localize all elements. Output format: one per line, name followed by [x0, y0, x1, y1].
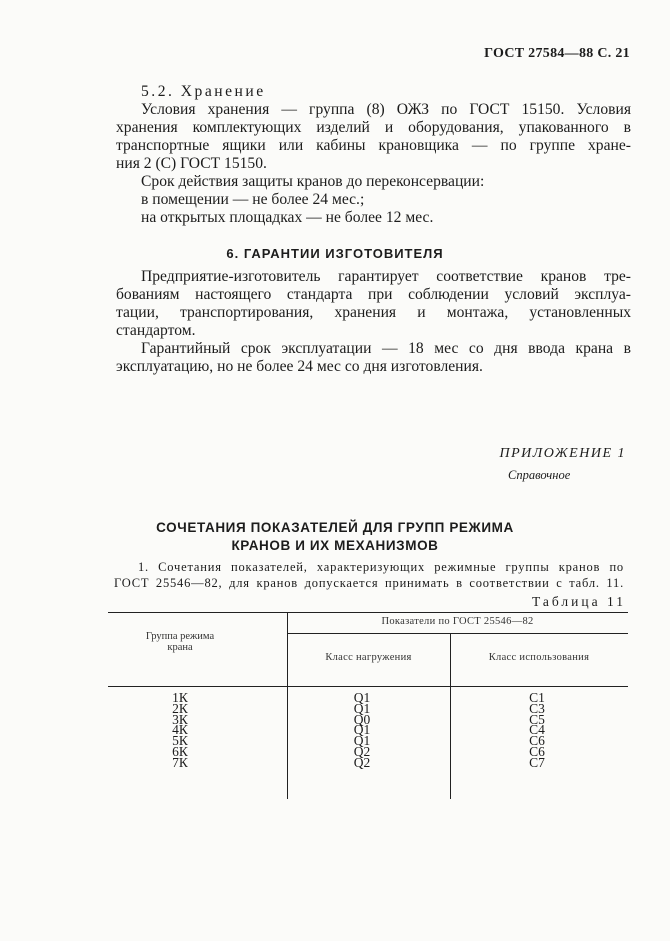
table-span-rule	[287, 633, 628, 634]
page-header: ГОСТ 27584—88 С. 21	[484, 46, 630, 61]
warranty-line-2: бованиям настоящего стандарта при соблюдении условий эксплуа-	[116, 286, 631, 303]
cell-load: Q2	[353, 743, 371, 759]
cell-group: 3К	[172, 711, 188, 727]
storage-heading: 5.2. Хранение	[141, 83, 266, 100]
cell-load: Q1	[353, 722, 371, 738]
cell-use: С7	[529, 754, 545, 770]
cell-group: 2К	[172, 700, 188, 716]
appendix-para-line-2: ГОСТ 25546—82, для кранов допускается принимать в соответствии с табл. 11.	[114, 576, 624, 590]
appendix-title-line-2: КРАНОВ И ИХ МЕХАНИЗМОВ	[231, 538, 439, 553]
table-divider-1	[287, 612, 288, 799]
cell-use: С1	[529, 690, 545, 705]
cell-use: С4	[529, 722, 545, 738]
column-use-class	[507, 690, 567, 770]
storage-line-4: ния 2 (С) ГОСТ 15150.	[116, 155, 267, 172]
header-load-class: Класс нагружения	[325, 652, 412, 663]
storage-line-3: транспортные ящики или кабины крановщика — по группе хране-	[116, 137, 631, 154]
column-load-class	[332, 690, 392, 770]
storage-line-2: хранения комплектующих изделий и оборудования, упакованного в	[116, 119, 631, 136]
section-6-title: 6. ГАРАНТИИ ИЗГОТОВИТЕЛЯ	[226, 246, 444, 261]
warranty-line-4: стандартом.	[116, 322, 196, 339]
storage-line-7: на открытых площадках — не более 12 мес.	[141, 209, 434, 226]
storage-line-5: Срок действия защиты кранов до переконсервации:	[141, 173, 485, 190]
cell-use: С5	[529, 711, 545, 727]
cell-group: 4К	[172, 722, 188, 738]
table-top-rule	[108, 612, 628, 613]
header-use-class: Класс использования	[488, 652, 590, 663]
cell-use: С6	[529, 743, 545, 759]
cell-group: 7К	[172, 754, 188, 770]
cell-load: Q2	[353, 754, 371, 770]
column-crane-group	[150, 690, 210, 770]
warranty-line-6: эксплуатацию, но не более 24 мес со дня изготовления.	[116, 358, 483, 375]
warranty-line-3: тации, транспортирования, хранения и монтажа, установленных	[116, 304, 631, 321]
cell-group: 5К	[172, 733, 188, 749]
cell-load: Q0	[353, 711, 371, 727]
cell-group: 1К	[172, 690, 188, 705]
appendix-label: ПРИЛОЖЕНИЕ 1	[499, 446, 626, 461]
storage-line-6: в помещении — не более 24 мес.;	[141, 191, 365, 208]
warranty-line-1: Предприятие-изготовитель гарантирует соответствие кранов тре-	[141, 268, 631, 285]
storage-line-1: Условия хранения — группа (8) ОЖЗ по ГОСТ 15150. Условия	[141, 101, 631, 118]
appendix-title-line-1: СОЧЕТАНИЯ ПОКАЗАТЕЛЕЙ ДЛЯ ГРУПП РЕЖИМА	[156, 520, 514, 535]
cell-load: Q1	[353, 700, 371, 716]
appendix-para-line-1: 1. Сочетания показателей, характеризующих режимные группы кранов по	[138, 560, 624, 574]
table-header-rule	[108, 686, 628, 687]
cell-group: 6К	[172, 743, 188, 759]
cell-use: С6	[529, 733, 545, 749]
header-indicators: Показатели по ГОСТ 25546—82	[381, 616, 534, 627]
warranty-line-5: Гарантийный срок эксплуатации — 18 мес со дня ввода крана в	[141, 340, 631, 357]
header-crane-group: Группа режима крана	[145, 631, 215, 653]
cell-use: С3	[529, 700, 545, 716]
appendix-note: Справочное	[508, 468, 571, 482]
cell-load: Q1	[353, 690, 371, 705]
cell-load: Q1	[353, 733, 371, 749]
table-caption: Таблица 11	[532, 594, 626, 609]
